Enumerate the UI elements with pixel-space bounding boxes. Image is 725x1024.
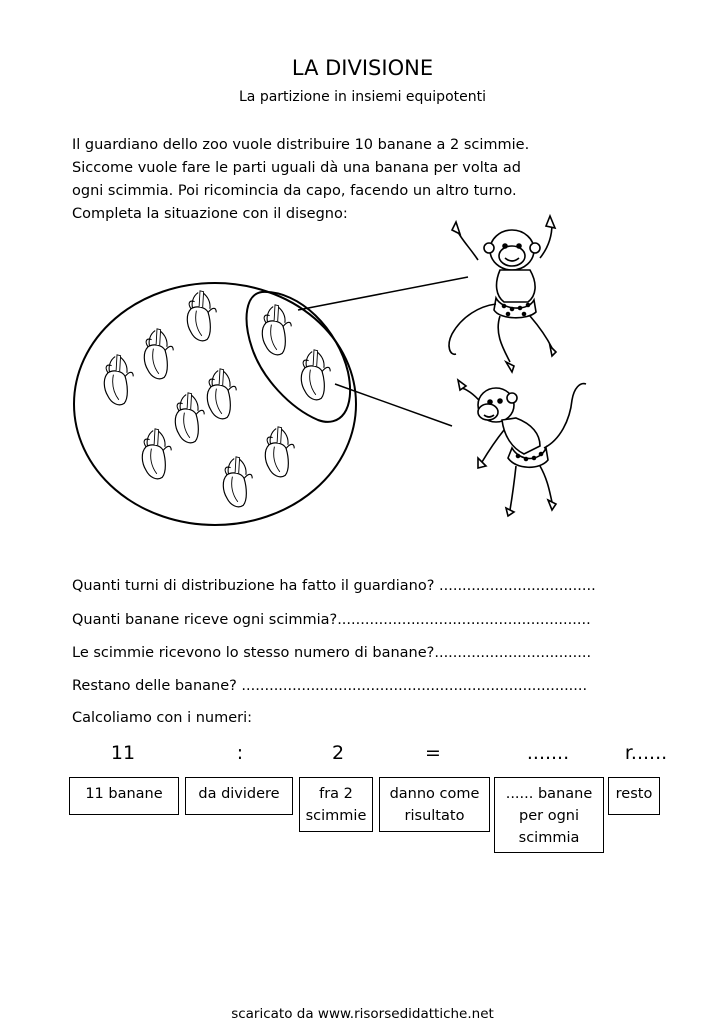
question-1: Quanti turni di distribuzione ha fatto il guardiano? .................................. <box>72 578 596 594</box>
intro-line-4: Completa la situazione con il disegno: <box>72 206 348 222</box>
eq-dividend: 11 <box>110 742 136 764</box>
banana-icon <box>207 369 236 419</box>
banana-subset <box>247 292 351 422</box>
eq-remainder: r...... <box>624 742 668 764</box>
eq-result: ....... <box>526 742 570 764</box>
footer-source: scaricato da www.risorsedidattiche.net <box>231 1006 494 1022</box>
monkey-icon <box>449 216 556 372</box>
banana-icon <box>142 429 171 479</box>
box-risultato: danno come risultato <box>379 777 490 832</box>
eq-divisor: 2 <box>331 742 345 764</box>
calc-label: Calcoliamo con i numeri: <box>72 710 253 726</box>
question-3: Le scimmie ricevono lo stesso numero di banane?.................................. <box>72 645 592 661</box>
banana-icon <box>175 393 204 443</box>
intro-line-2: Siccome vuole fare le parti uguali dà una banana per volta ad <box>72 160 522 176</box>
box-divisor: fra 2 scimmie <box>299 777 373 832</box>
banana-icon <box>265 427 294 477</box>
banana-icon <box>104 355 133 405</box>
box-dividend: 11 banane <box>69 777 179 815</box>
banana-icon <box>301 350 330 400</box>
box-resto: resto <box>608 777 660 815</box>
banana-icon <box>187 291 216 341</box>
box-quotient: ...... banane per ogni scimmia <box>494 777 604 853</box>
box-da-dividere: da dividere <box>185 777 293 815</box>
banana-icon <box>262 305 291 355</box>
page-subtitle: La partizione in insiemi equipotenti <box>239 89 486 105</box>
intro-line-3: ogni scimmia. Poi ricomincia da capo, facendo un altro turno. <box>72 183 517 199</box>
question-2: Quanti banane riceve ogni scimmia?....................................................... <box>72 612 591 628</box>
eq-operator: : <box>236 742 244 764</box>
monkey-icon <box>458 380 586 516</box>
banana-icon <box>144 329 173 379</box>
banana-icon <box>223 457 252 507</box>
intro-line-1: Il guardiano dello zoo vuole distribuire 10 banane a 2 scimmie. <box>72 137 530 153</box>
page-title: LA DIVISIONE <box>291 56 434 80</box>
question-4: Restano delle banane? ........................................................................... <box>72 678 588 694</box>
eq-equals: = <box>425 742 441 764</box>
